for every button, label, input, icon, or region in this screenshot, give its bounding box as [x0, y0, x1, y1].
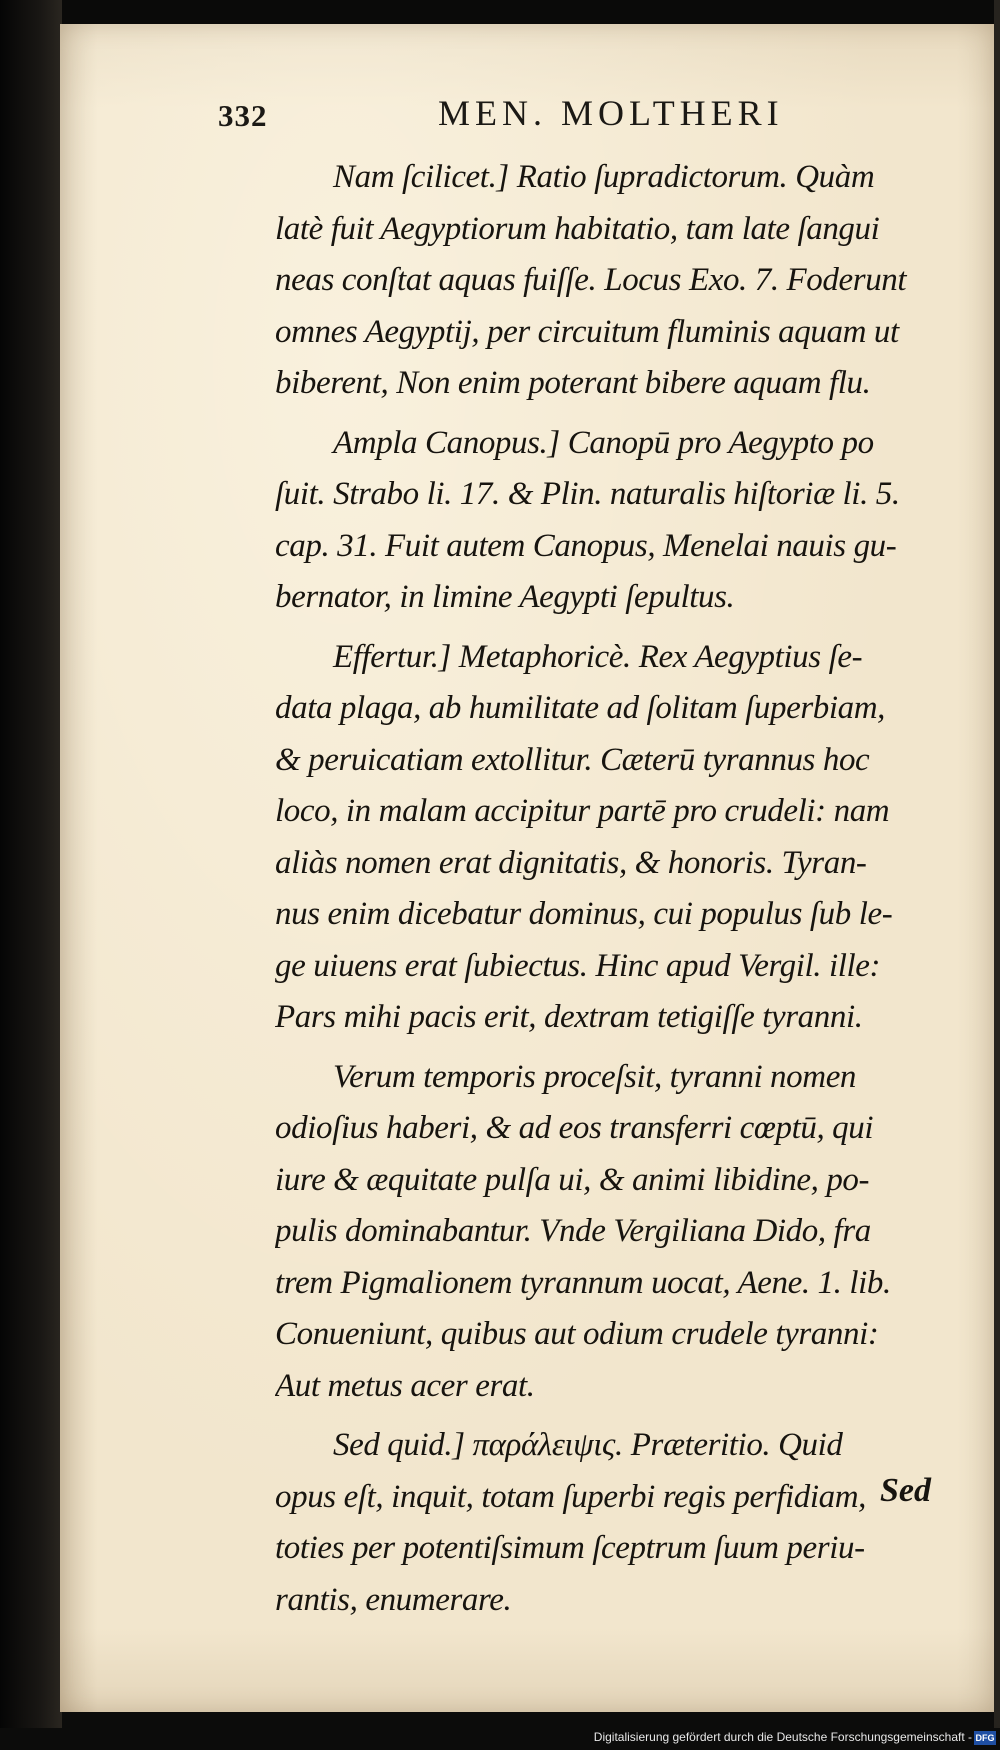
- binding-shadow: [0, 0, 62, 1750]
- text-line: Ampla Canopus.] Canopū pro Aegypto po: [333, 424, 874, 461]
- running-head: [218, 92, 934, 144]
- text-line: aliàs nomen erat dignitatis, & honoris. Tyran-: [275, 844, 867, 881]
- scan-right-edge: [994, 0, 1000, 1750]
- text-line: neas conſtat aquas fuiſſe. Locus Exo. 7. Foderunt: [275, 262, 907, 298]
- text-line: Verum temporis proceſsit, tyranni nomen: [333, 1058, 857, 1095]
- text-line: Conueniunt, quibus aut odium crudele tyranni:: [275, 1316, 879, 1352]
- text-line: Aut metus acer erat.: [275, 1367, 535, 1404]
- text-line: loco, in malam accipitur partē pro crudeli: nam: [275, 793, 890, 829]
- page-number: 332: [218, 98, 268, 133]
- text-line: ſuit. Strabo li. 17. & Plin. naturalis hiſtoriæ li. 5.: [275, 476, 900, 512]
- text-line: biberent, Non enim poterant bibere aquam flu.: [275, 365, 871, 401]
- text-line: rantis, enumerare.: [275, 1581, 512, 1618]
- text-line: ge uiuens erat ſubiectus. Hinc apud Vergil. ille:: [275, 947, 881, 984]
- text-line: cap. 31. Fuit autem Canopus, Menelai nauis gu-: [275, 527, 897, 564]
- paragraph-gap: [275, 410, 980, 418]
- dfg-logo-icon: DFG: [975, 1733, 995, 1743]
- text-line: Effertur.] Metaphoricè. Rex Aegyptius ſe-: [333, 638, 863, 675]
- text-line: toties per potentiſsimum ſceptrum ſuum periu-: [275, 1530, 865, 1566]
- paragraph-gap: [275, 1412, 980, 1420]
- paragraph-gap: [275, 1044, 980, 1052]
- scan-top-edge: [0, 0, 1000, 24]
- text-line: nus enim dicebatur dominus, cui populus ſub le-: [275, 896, 893, 932]
- text-line: iure & æquitate pulſa ui, & animi libidine, po-: [275, 1161, 870, 1198]
- body-text: [275, 152, 980, 1626]
- text-line: trem Pigmalionem tyrannum uocat, Aene. 1. lib.: [275, 1264, 891, 1301]
- text-line: Nam ſcilicet.] Ratio ſupradictorum. Quàm: [333, 159, 875, 195]
- text-line: data plaga, ab humilitate ad ſolitam ſuperbiam,: [275, 690, 886, 726]
- catchword: Sed: [880, 1472, 931, 1509]
- funding-credit: Digitalisierung gefördert durch die Deutsche Forschungsgemeinschaft -: [593, 1730, 972, 1744]
- text-line: pulis dominabantur. Vnde Vergiliana Dido, fra: [275, 1213, 871, 1249]
- text-line: omnes Aegyptij, per circuitum fluminis aquam ut: [275, 313, 899, 350]
- text-line: opus eſt, inquit, totam ſuperbi regis perfidiam,: [275, 1478, 866, 1515]
- text-line: & peruicatiam extollitur. Cæterū tyrannus hoc: [275, 741, 870, 778]
- text-line: latè fuit Aegyptiorum habitatio, tam late ſangui: [275, 210, 880, 247]
- text-line: bernator, in limine Aegypti ſepultus.: [275, 579, 735, 615]
- text-line: Pars mihi pacis erit, dextram tetigiſſe tyranni.: [275, 999, 863, 1035]
- text-line: Sed quid.] παράλειψις. Præteritio. Quid: [333, 1427, 843, 1463]
- text-line: odioſius haberi, & ad eos transferri cœptū, qui: [275, 1110, 874, 1146]
- running-head-title: MEN. MOLTHERI: [438, 93, 784, 133]
- paragraph-gap: [275, 624, 980, 632]
- footer-bar: [0, 1728, 1000, 1750]
